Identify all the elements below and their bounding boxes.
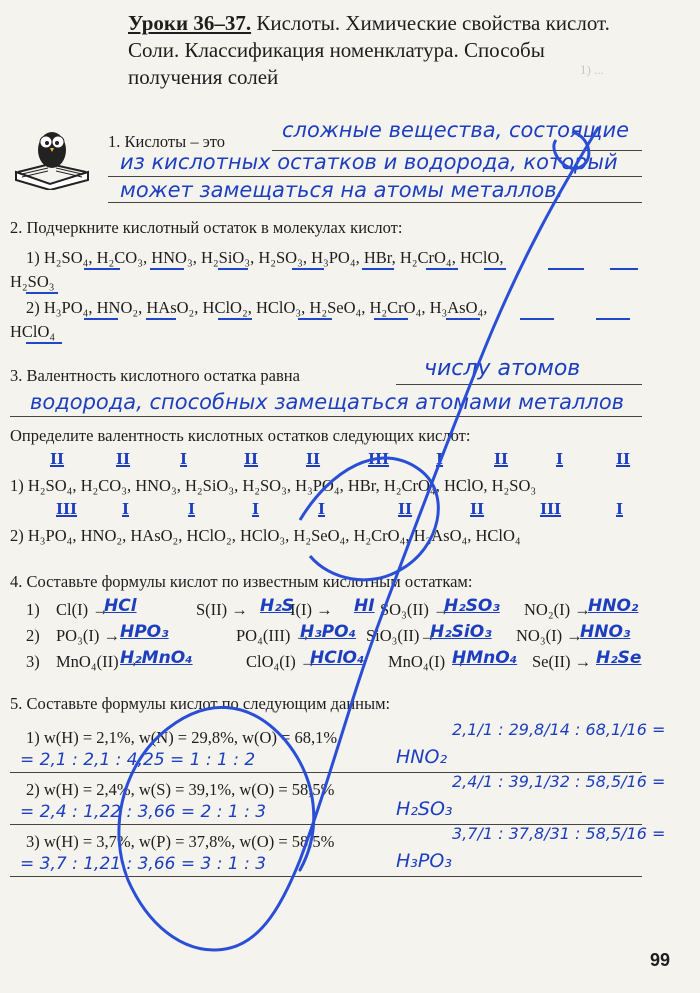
valence-mark: II <box>494 450 509 468</box>
q5-ratio: 2,4/1 : 39,1/32 : 58,5/16 = <box>452 772 666 791</box>
page-title <box>128 10 628 91</box>
q1-answer-line-2 <box>108 176 642 177</box>
valence-mark: II <box>306 450 321 468</box>
q4-ion: SO₃(II) → <box>380 600 450 619</box>
q4-answer: H₂Se <box>596 648 642 668</box>
bleed-through-text: 1) ... <box>580 62 604 77</box>
q3-list-1: 1) H₂SO₄, H₂CO₃, HNO₃, H₂SiO₃, H₂SO₃, H₃PO₄, HBr, H₂CrO₄, HClO, H₂SO₃ <box>10 476 537 495</box>
q2-underline <box>610 268 638 270</box>
valence-mark: I <box>122 500 130 518</box>
q2-list-1-tail: H₂SO₃ <box>10 272 55 291</box>
q2-underline <box>218 268 248 270</box>
q2-underline <box>150 268 184 270</box>
q4-row-label: 2) <box>26 626 40 645</box>
q2-underline <box>362 268 394 270</box>
q1-answer-line-3 <box>108 202 642 203</box>
q4-answer: H₂S <box>260 596 294 616</box>
q2-list-2-tail: HClO₄ <box>10 322 56 341</box>
q2-underline <box>84 318 118 320</box>
q2-underline <box>548 268 584 270</box>
valence-mark: II <box>470 500 485 518</box>
valence-mark: II <box>244 450 259 468</box>
q2-underline <box>446 318 480 320</box>
q1-prompt: 1. Кислоты – это <box>108 132 226 151</box>
page-number: 99 <box>649 950 670 970</box>
q5-formula: HNO₂ <box>396 746 448 768</box>
q2-underline <box>298 318 332 320</box>
valence-mark: II <box>50 450 65 468</box>
q3-answer-2: водорода, способных замещаться атомами металлов <box>30 390 625 414</box>
q2-underline <box>596 318 630 320</box>
q2-list-1: 1) H₂SO₄, H₂CO₃, HNO₃, H₂SiO₃, H₂SO₃, H₃PO₄, HBr, H₂CrO₄, HClO, <box>26 248 504 267</box>
q4-answer: H₂MnO₄ <box>120 648 193 668</box>
q4-ion: MnO₄(II) → <box>56 652 140 671</box>
q5-calc: = 3,7 : 1,21 : 3,66 = 3 : 1 : 3 <box>20 854 267 874</box>
q4-answer: HMnO₄ <box>452 648 518 668</box>
q4-ion: Se(II) → <box>532 652 592 671</box>
q5-data: 2) w(H) = 2,4%, w(S) = 39,1%, w(O) = 58,5% <box>26 780 335 799</box>
q4-ion: NO₃(I) → <box>516 626 583 645</box>
q2-underline <box>374 318 408 320</box>
q4-ion: Cl(I) → <box>56 600 109 619</box>
q1-answer-2: из кислотных остатков и водорода, который <box>120 150 618 174</box>
q4-answer: HPO₃ <box>120 622 169 642</box>
q4-row-label: 3) <box>26 652 40 671</box>
q5-formula: H₂SO₃ <box>396 798 453 820</box>
q1-answer-1: сложные вещества, состоящие <box>282 118 630 142</box>
valence-mark: I <box>252 500 260 518</box>
q4-answer: HI <box>354 596 375 616</box>
valence-mark: I <box>180 450 188 468</box>
q4-ion: PO₄(III) → <box>236 626 311 645</box>
q4-answer: HNO₃ <box>580 622 631 642</box>
q3-answer-1: числу атомов <box>424 356 581 381</box>
q5-calc: = 2,1 : 2,1 : 4,25 = 1 : 1 : 2 <box>20 750 256 770</box>
q4-answer: HCl <box>104 596 137 616</box>
q5-data: 3) w(H) = 3,7%, w(P) = 37,8%, w(O) = 58,5% <box>26 832 335 851</box>
q3-answer-line-2 <box>10 416 642 417</box>
q4-answer: H₃PO₄ <box>300 622 357 642</box>
q2-underline <box>146 318 176 320</box>
q4-ion: NO₂(I) → <box>524 600 591 619</box>
valence-mark: II <box>398 500 413 518</box>
valence-mark: II <box>116 450 131 468</box>
q2-underline <box>520 318 554 320</box>
q4-prompt: 4. Составьте формулы кислот по известным кислотным остаткам: <box>10 572 473 591</box>
q5-calc: = 2,4 : 1,22 : 3,66 = 2 : 1 : 3 <box>20 802 267 822</box>
q5-formula: H₃PO₃ <box>396 850 452 872</box>
q1-answer-3: может замещаться на атомы металлов. <box>120 178 564 202</box>
q3-prompt: 3. Валентность кислотного остатка равна <box>10 366 300 385</box>
valence-mark: II <box>616 450 631 468</box>
q2-underline <box>484 268 506 270</box>
valence-mark: I <box>318 500 326 518</box>
q2-underline <box>426 268 458 270</box>
q5-data: 1) w(H) = 2,1%, w(N) = 29,8%, w(O) = 68,1% <box>26 728 338 747</box>
q4-ion: MnO₄(I) → <box>388 652 466 671</box>
q4-answer: H₂SO₃ <box>444 596 500 616</box>
q2-underline <box>26 292 58 294</box>
lesson-topic: Кислоты. Химические свойства кислот. Соли. Классификация номенклатура. Способы получения солей <box>128 11 610 89</box>
q4-row-label: 1) <box>26 600 40 619</box>
q2-list-2: 2) H₃PO₄, HNO₂, HAsO₂, HClO₂, HClO₃, H₂SeO₄, H₂CrO₄, H₃AsO₄, <box>26 298 488 317</box>
owl-book-icon <box>12 128 92 190</box>
valence-mark: I <box>616 500 624 518</box>
q4-answer: H₂SiO₃ <box>430 622 492 642</box>
q5-ratio: 3,7/1 : 37,8/31 : 58,5/16 = <box>452 824 666 843</box>
valence-mark: I <box>436 450 444 468</box>
q4-ion: I(I) → <box>290 600 333 619</box>
valence-mark: III <box>540 500 562 518</box>
valence-mark: III <box>56 500 78 518</box>
valence-mark: I <box>188 500 196 518</box>
valence-mark: III <box>368 450 390 468</box>
lesson-number: Уроки 36–37. <box>128 11 252 35</box>
q4-ion: S(II) → <box>196 600 248 619</box>
q4-ion: ClO₄(I) → <box>246 652 317 671</box>
q2-underline <box>84 268 120 270</box>
q3-list-2: 2) H₃PO₄, HNO₂, HAsO₂, HClO₂, HClO₃, H₂SeO₄, H₂CrO₄, H₃AsO₄, HClO₄ <box>10 526 521 545</box>
q4-answer: HClO₄ <box>310 648 365 668</box>
q5-prompt: 5. Составьте формулы кислот по следующим данным: <box>10 694 391 713</box>
q5-ratio: 2,1/1 : 29,8/14 : 68,1/16 = <box>452 720 666 739</box>
q3-prompt-2: Определите валентность кислотных остатков следующих кислот: <box>10 426 471 445</box>
q4-answer: HNO₂ <box>588 596 639 616</box>
q2-prompt: 2. Подчеркните кислотный остаток в молекулах кислот: <box>10 218 403 237</box>
q2-underline <box>292 268 324 270</box>
q5-answer-line <box>10 876 642 877</box>
q2-underline <box>218 318 252 320</box>
q2-underline <box>26 342 62 344</box>
valence-mark: I <box>556 450 564 468</box>
q4-ion: SiO₃(II)→ <box>366 626 436 645</box>
q4-ion: PO₃(I) → <box>56 626 120 645</box>
q3-answer-line-1 <box>396 384 642 385</box>
